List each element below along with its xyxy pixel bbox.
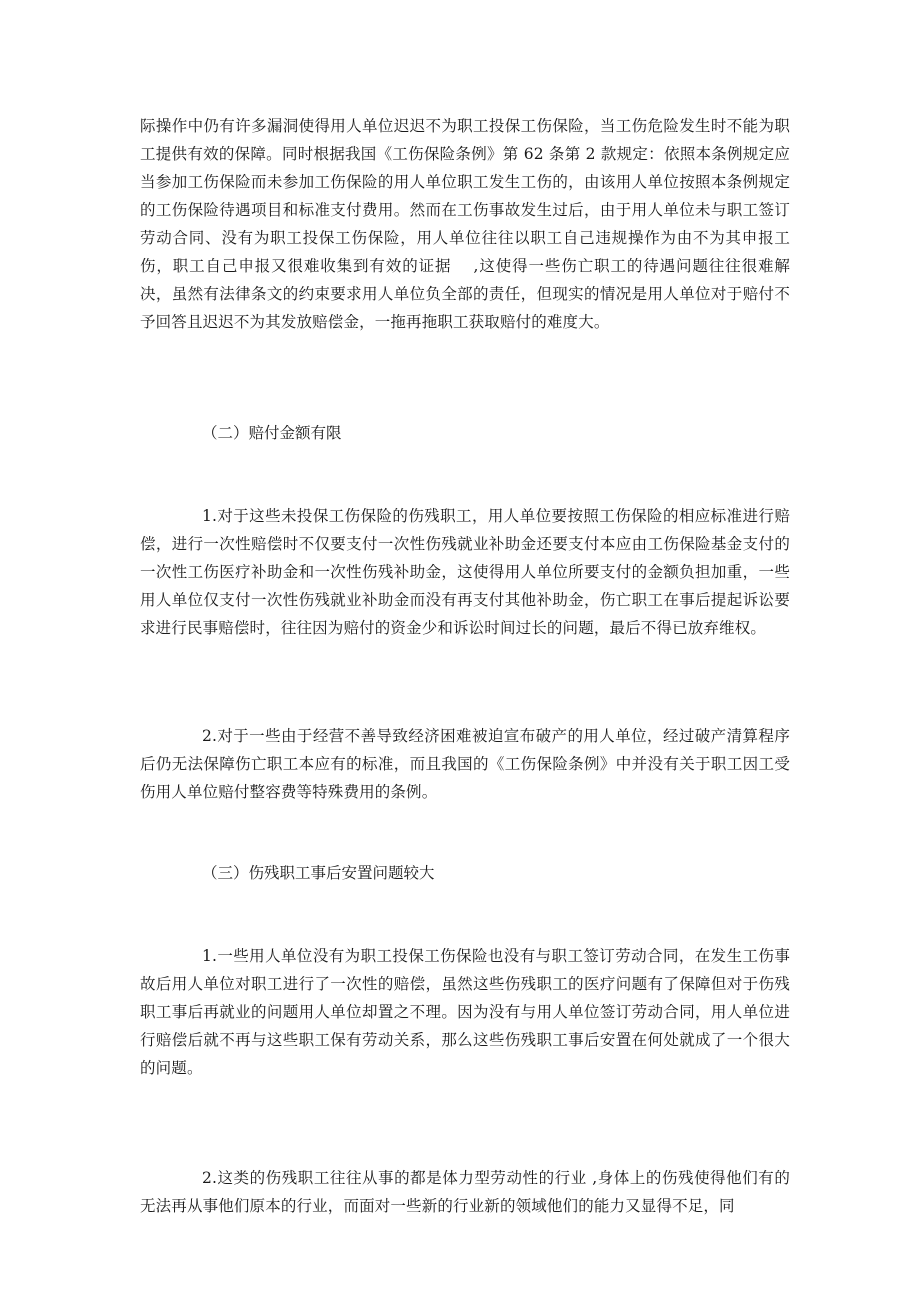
paragraph-section-2-item-1: 1.对于这些未投保工伤保险的伤残职工，用人单位要按照工伤保险的相应标准进行赔偿，进行一次性赔偿时不仅要支付一次性伤残就业补助金还要支付本应由工伤保险基金支付的一次性工伤医疗补助金和一次性伤残补助金，这使得用人单位所要支付的金额负担加重，一些用人单位仅支付一次性伤残就业补助金而没有再支付其他补助金，伤亡职工在事后提起诉讼要求进行民事赔偿时，往往因为赔付的资金少和诉讼时间过长的问题，最后不得已放弃维权。: [140, 507, 790, 637]
section-heading-2: （二）赔付金额有限: [202, 424, 342, 442]
paragraph-continuation: 际操作中仍有许多漏洞使得用人单位迟迟不为职工投保工伤保险，当工伤危险发生时不能为职工提供有效的保障。同时根据我国《工伤保险条例》第 62 条第 2 款规定：依照本条例规定应当参加工伤保险而未参加工伤保险的用人单位职工发生工伤的，由该用人单位按照本条例规定的工伤保险待遇项目和标准支付费用。然而在工伤事故发生过后，由于用人单位未与职工签订劳动合同、没有为职工投保工伤保险，用人单位往往以职工自己违规操作为由不为其申报工伤，职工自己申报又很难收集到有效的证据 ,这使得一些伤亡职工的待遇问题往往很难解决，虽然有法律条文的约束要求用人单位负全部的责任，但现实的情况是用人单位对于赔付不予回答且迟迟不为其发放赔偿金，一拖再拖职工获取赔付的难度大。: [140, 117, 790, 331]
paragraph-section-3-item-1: 1.一些用人单位没有为职工投保工伤保险也没有与职工签订劳动合同，在发生工伤事故后用人单位对职工进行了一次性的赔偿，虽然这些伤残职工的医疗问题有了保障但对于伤残职工事后再就业的问题用人单位却置之不理。因为没有与用人单位签订劳动合同，用人单位进行赔偿后就不再与这些职工保有劳动关系，那么这些伤残职工事后安置在何处就成了一个很大的问题。: [140, 947, 790, 1077]
section-heading-3: （三）伤残职工事后安置问题较大: [202, 864, 435, 882]
paragraph-section-3-item-2: 2.这类的伤残职工往往从事的都是体力型劳动性的行业 ,身体上的伤残使得他们有的无法再从事他们原本的行业，而面对一些新的行业新的领域他们的能力又显得不足，同: [140, 1169, 790, 1215]
paragraph-section-2-item-2: 2.对于一些由于经营不善导致经济困难被迫宣布破产的用人单位，经过破产清算程序后仍无法保障伤亡职工本应有的标准，而且我国的《工伤保险条例》中并没有关于职工因工受伤用人单位赔付整容费等特殊费用的条例。: [140, 727, 790, 801]
